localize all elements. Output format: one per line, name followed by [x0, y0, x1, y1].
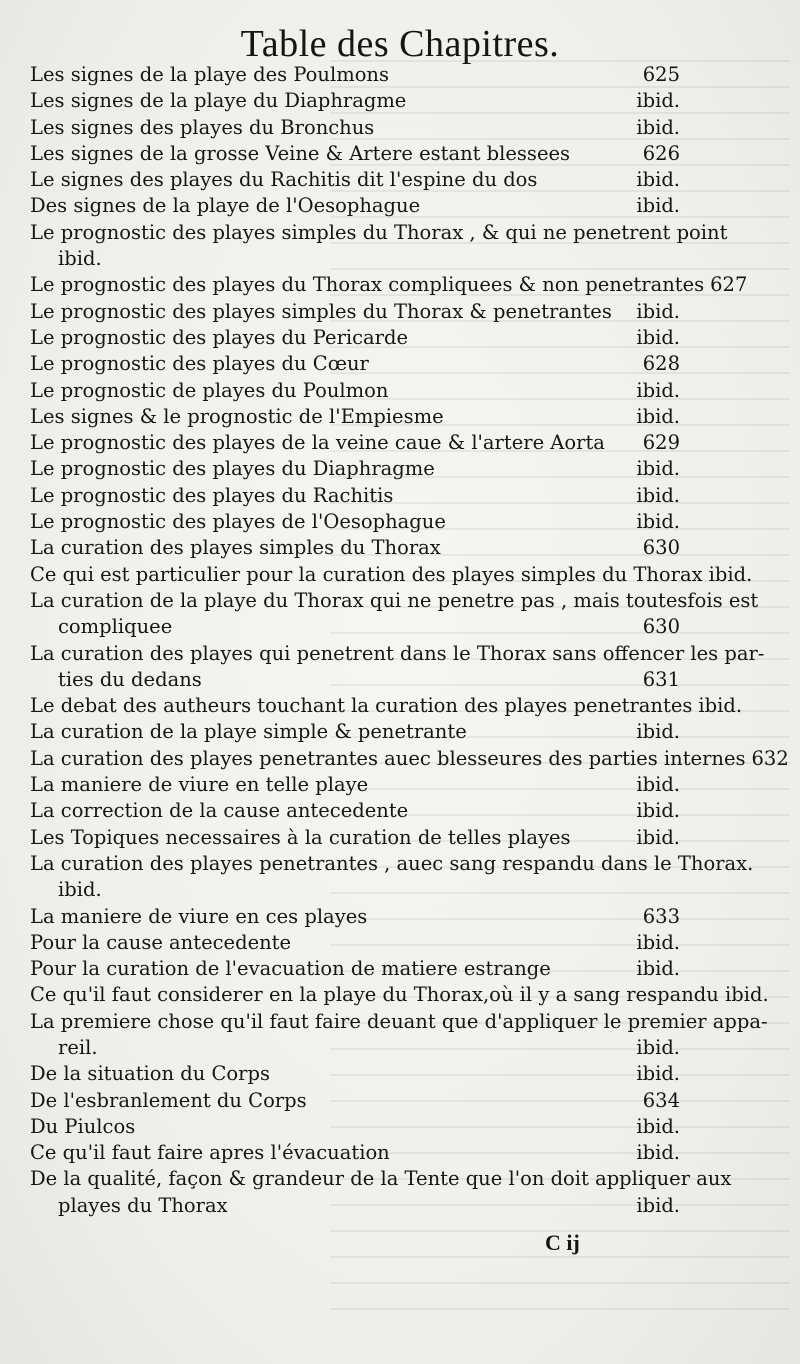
toc-entry [30, 614, 680, 640]
toc-entry [30, 693, 743, 719]
entry-title: Les Topiques necessaires à la curation de telles playes [30, 825, 571, 849]
toc-entry [30, 588, 759, 614]
entry-page: ibid. [636, 194, 680, 218]
toc-entry [30, 877, 680, 903]
signature-mark: C ij [545, 1230, 580, 1255]
entry-title: Le prognostic des playes du Thorax compliquees & non penetrantes [30, 273, 705, 297]
entry-page: ibid. [636, 378, 680, 402]
entry-title: ties du dedans [58, 667, 202, 691]
entry-title: De l'esbranlement du Corps [30, 1088, 307, 1112]
entry-page: ibid. [636, 457, 680, 481]
entry-page: 630 [642, 615, 680, 639]
toc-entry [30, 430, 680, 456]
entry-title: Le prognostic des playes simples du Thorax & penetrantes [30, 299, 612, 323]
entry-page: ibid. [636, 1193, 680, 1217]
entry-title: Le prognostic des playes de l'Oesophague [30, 510, 446, 534]
entry-title: La maniere de viure en telle playe [30, 773, 369, 797]
toc-entry [30, 1035, 680, 1061]
entry-page: ibid. [636, 510, 680, 534]
toc-entry [30, 641, 765, 667]
entry-title: ibid. [58, 878, 102, 902]
entry-title: La curation des playes penetrantes , auec sang respandu dans le Thorax. [30, 851, 754, 875]
toc-entry [30, 719, 680, 745]
page-title: Table des Chapitres. [240, 23, 560, 65]
toc-entry [30, 1114, 680, 1140]
toc-entry [30, 62, 680, 88]
entry-title: Du Piulcos [30, 1114, 136, 1138]
entry-title: La curation des playes qui penetrent dans le Thorax sans offencer les par- [30, 641, 765, 665]
entry-page: ibid. [636, 483, 680, 507]
entry-page: ibid. [636, 1141, 680, 1165]
toc-entry [30, 272, 748, 298]
entry-page: ibid. [636, 1035, 680, 1059]
entry-title: Le signes des playes du Rachitis dit l'espine du dos [30, 168, 538, 192]
toc-entry [30, 825, 680, 851]
toc-entry [30, 1166, 732, 1192]
toc-entry [30, 851, 754, 877]
entry-page: 628 [642, 352, 680, 376]
toc-entry [30, 351, 680, 377]
toc-entry [30, 404, 680, 430]
toc-entry [30, 535, 680, 561]
entry-title: La premiere chose qu'il faut faire deuant que d'appliquer le premier appa- [30, 1009, 768, 1033]
entry-title: Les signes de la playe des Poulmons [30, 63, 389, 86]
entry-title: Le debat des autheurs touchant la curation des playes penetrantes [30, 694, 693, 718]
entry-page: ibid. [636, 930, 680, 954]
toc-entry [30, 956, 680, 982]
toc-entry [30, 1061, 680, 1087]
entry-page: 627 [710, 273, 748, 297]
entry-title: ibid. [58, 247, 102, 271]
entry-page: 634 [642, 1088, 680, 1112]
entry-page: 629 [642, 431, 680, 455]
entry-title: La curation de la playe simple & penetrante [30, 720, 467, 744]
entry-page: ibid. [698, 694, 743, 718]
toc-entry [30, 167, 680, 193]
entry-page: ibid. [636, 115, 680, 139]
toc-entry [30, 1140, 680, 1166]
entry-title: Les signes & le prognostic de l'Empiesme [30, 404, 444, 428]
entry-title: De la situation du Corps [30, 1062, 270, 1086]
entry-page: 633 [642, 904, 680, 928]
toc-entry [30, 930, 680, 956]
entry-title: Le prognostic des playes du Pericarde [30, 325, 409, 349]
toc-entry [30, 1193, 680, 1219]
toc-entry [30, 562, 753, 588]
entry-title: Le prognostic des playes du Cœur [30, 352, 369, 376]
toc-entry [30, 746, 789, 772]
entry-title: Pour la curation de l'evacuation de matiere estrange [30, 957, 551, 981]
entry-title: La curation des playes penetrantes auec blesseures des parties internes [30, 746, 746, 770]
entry-title: Ce qui est particulier pour la curation des playes simples du Thorax [30, 562, 703, 586]
entry-title: Les signes des playes du Bronchus [30, 115, 375, 139]
entry-page: ibid. [636, 168, 680, 192]
entry-page: ibid. [636, 299, 680, 323]
entry-page: ibid. [636, 720, 680, 744]
entry-page: ibid. [636, 825, 680, 849]
entry-title: Ce qu'il faut considerer en la playe du Thorax,où il y a sang respandu ibid. [30, 983, 769, 1007]
toc-entry [30, 1009, 768, 1035]
entry-page: 626 [642, 141, 680, 165]
entry-title: Le prognostic des playes simples du Thorax , & qui ne penetrent point [30, 220, 728, 244]
entry-title: Le prognostic des playes du Rachitis [30, 483, 394, 507]
toc-entry [30, 220, 728, 246]
toc-entry [30, 1088, 680, 1114]
entry-title: La maniere de viure en ces playes [30, 904, 368, 928]
entry-page: 625 [642, 63, 680, 86]
toc-entry [30, 141, 680, 167]
entry-page: ibid. [636, 325, 680, 349]
entry-title: Pour la cause antecedente [30, 930, 292, 954]
entry-title: La curation des playes simples du Thorax [30, 536, 441, 560]
toc-entry [30, 667, 680, 693]
entry-title: reil. [58, 1035, 98, 1059]
entry-title: playes du Thorax [58, 1193, 228, 1217]
entry-page: ibid. [636, 89, 680, 113]
toc-entry [30, 904, 680, 930]
entry-title: compliquee [58, 615, 173, 639]
entry-page: ibid. [708, 562, 753, 586]
toc-entry [30, 246, 680, 272]
entry-page: ibid. [636, 957, 680, 981]
entry-page: ibid. [636, 773, 680, 797]
toc-entry [30, 982, 769, 1008]
toc-entry [30, 798, 680, 824]
toc-entry [30, 378, 680, 404]
entry-title: La curation de la playe du Thorax qui ne penetre pas , mais toutesfois est [30, 588, 759, 612]
toc-entry [30, 772, 680, 798]
entry-title: Les signes de la playe du Diaphragme [30, 89, 407, 113]
toc-entry [30, 88, 680, 114]
toc-entry [30, 299, 680, 325]
entry-page: 630 [642, 536, 680, 560]
entry-title: Le prognostic des playes de la veine caue & l'artere Aorta [30, 431, 605, 455]
toc-entry [30, 483, 680, 509]
entry-page: 631 [642, 667, 680, 691]
entry-title: Les signes de la grosse Veine & Artere estant blessees [30, 141, 571, 165]
entry-title: De la qualité, façon & grandeur de la Tente que l'on doit appliquer aux [30, 1167, 732, 1191]
toc-entry [30, 325, 680, 351]
entry-page: ibid. [636, 1062, 680, 1086]
entry-title: La correction de la cause antecedente [30, 799, 409, 823]
toc-entry [30, 456, 680, 482]
entry-title: Ce qu'il faut faire apres l'évacuation [30, 1141, 390, 1165]
table-of-contents [30, 62, 789, 1219]
entry-title: Le prognostic des playes du Diaphragme [30, 457, 435, 481]
toc-entry [30, 193, 680, 219]
toc-entry [30, 115, 680, 141]
entry-page: ibid. [636, 799, 680, 823]
entry-page: ibid. [636, 1114, 680, 1138]
toc-entry [30, 509, 680, 535]
entry-title: Le prognostic de playes du Poulmon [30, 378, 389, 402]
entry-page: ibid. [636, 404, 680, 428]
entry-page: 632 [751, 746, 789, 770]
entry-title: Des signes de la playe de l'Oesophague [30, 194, 421, 218]
